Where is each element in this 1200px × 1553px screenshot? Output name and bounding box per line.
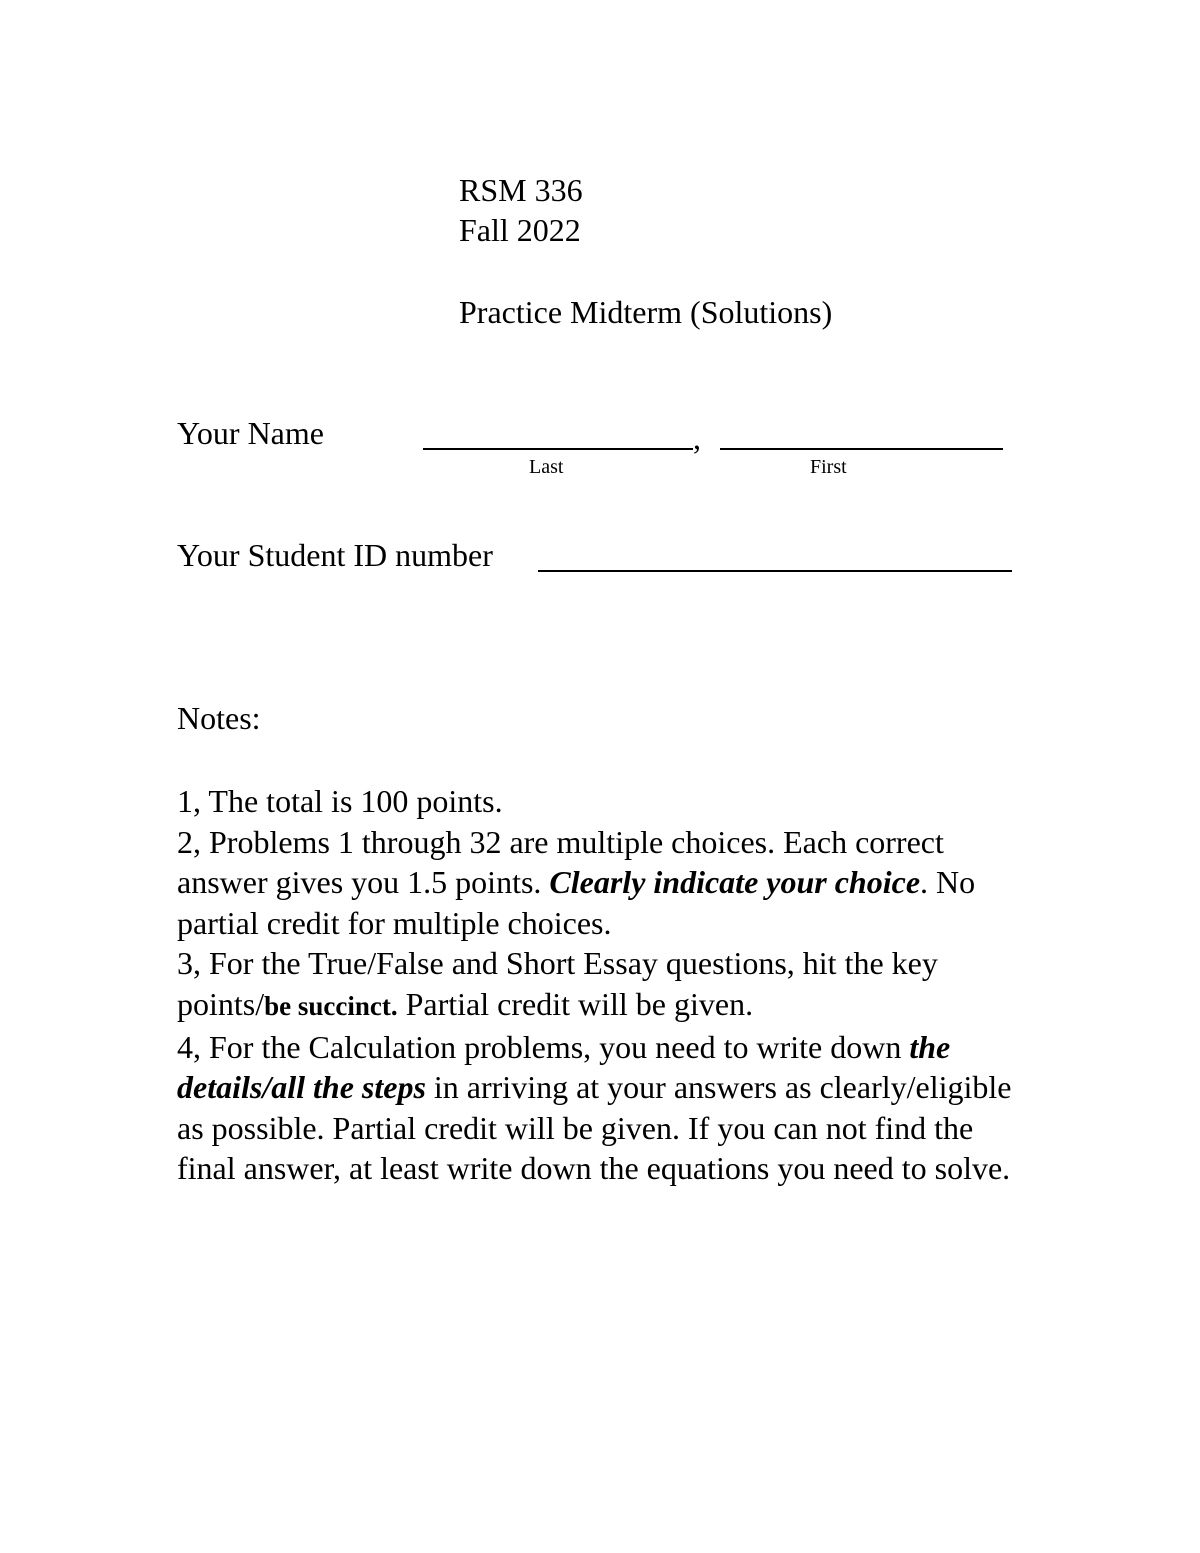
course-code: RSM 336	[459, 172, 583, 208]
term: Fall 2022	[459, 212, 581, 248]
note-item-3	[177, 943, 1037, 1026]
note-item-4	[177, 1027, 1037, 1189]
last-name-field[interactable]	[423, 448, 693, 450]
exam-title: Practice Midterm (Solutions)	[459, 294, 833, 330]
last-caption: Last	[529, 456, 564, 478]
first-caption: First	[810, 456, 847, 478]
note-item-4-text: 4, For the Calculation problems, you need to write down	[177, 1028, 910, 1065]
note-item-1-text: 1, The total is 100 points.	[177, 783, 503, 819]
note-item-1	[177, 781, 1037, 822]
note-item-2-text: 2, Problems 1 through 32 are multiple choices. Each correct answer gives you 1.5 points.	[177, 823, 944, 901]
note-item-4-text-end: in arriving at your answers as clearly/eligible as possible. Partial credit will be given. If you can not find the final answer, at least write down the equations you need to solve.	[177, 1069, 1012, 1187]
notes-list	[177, 781, 1037, 1189]
note-item-4-emphasis: the details/all the steps	[177, 1028, 951, 1106]
student-id-field[interactable]	[538, 570, 1012, 572]
first-name-field[interactable]	[720, 448, 1003, 450]
note-item-2-text-end: . No partial credit for multiple choices.	[177, 864, 976, 941]
name-separator: ,	[693, 420, 701, 456]
note-item-2-emphasis: Clearly indicate your choice	[549, 864, 921, 901]
note-item-3-text-end: Partial credit will be given.	[397, 985, 754, 1022]
name-label: Your Name	[177, 415, 324, 451]
note-item-3-text: 3, For the True/False and Short Essay questions, hit the key points/	[177, 945, 938, 1022]
note-item-2	[177, 822, 1037, 944]
note-item-3-emphasis: be succinct.	[264, 990, 398, 1021]
notes-heading: Notes:	[177, 700, 261, 736]
student-id-label: Your Student ID number	[177, 537, 493, 573]
